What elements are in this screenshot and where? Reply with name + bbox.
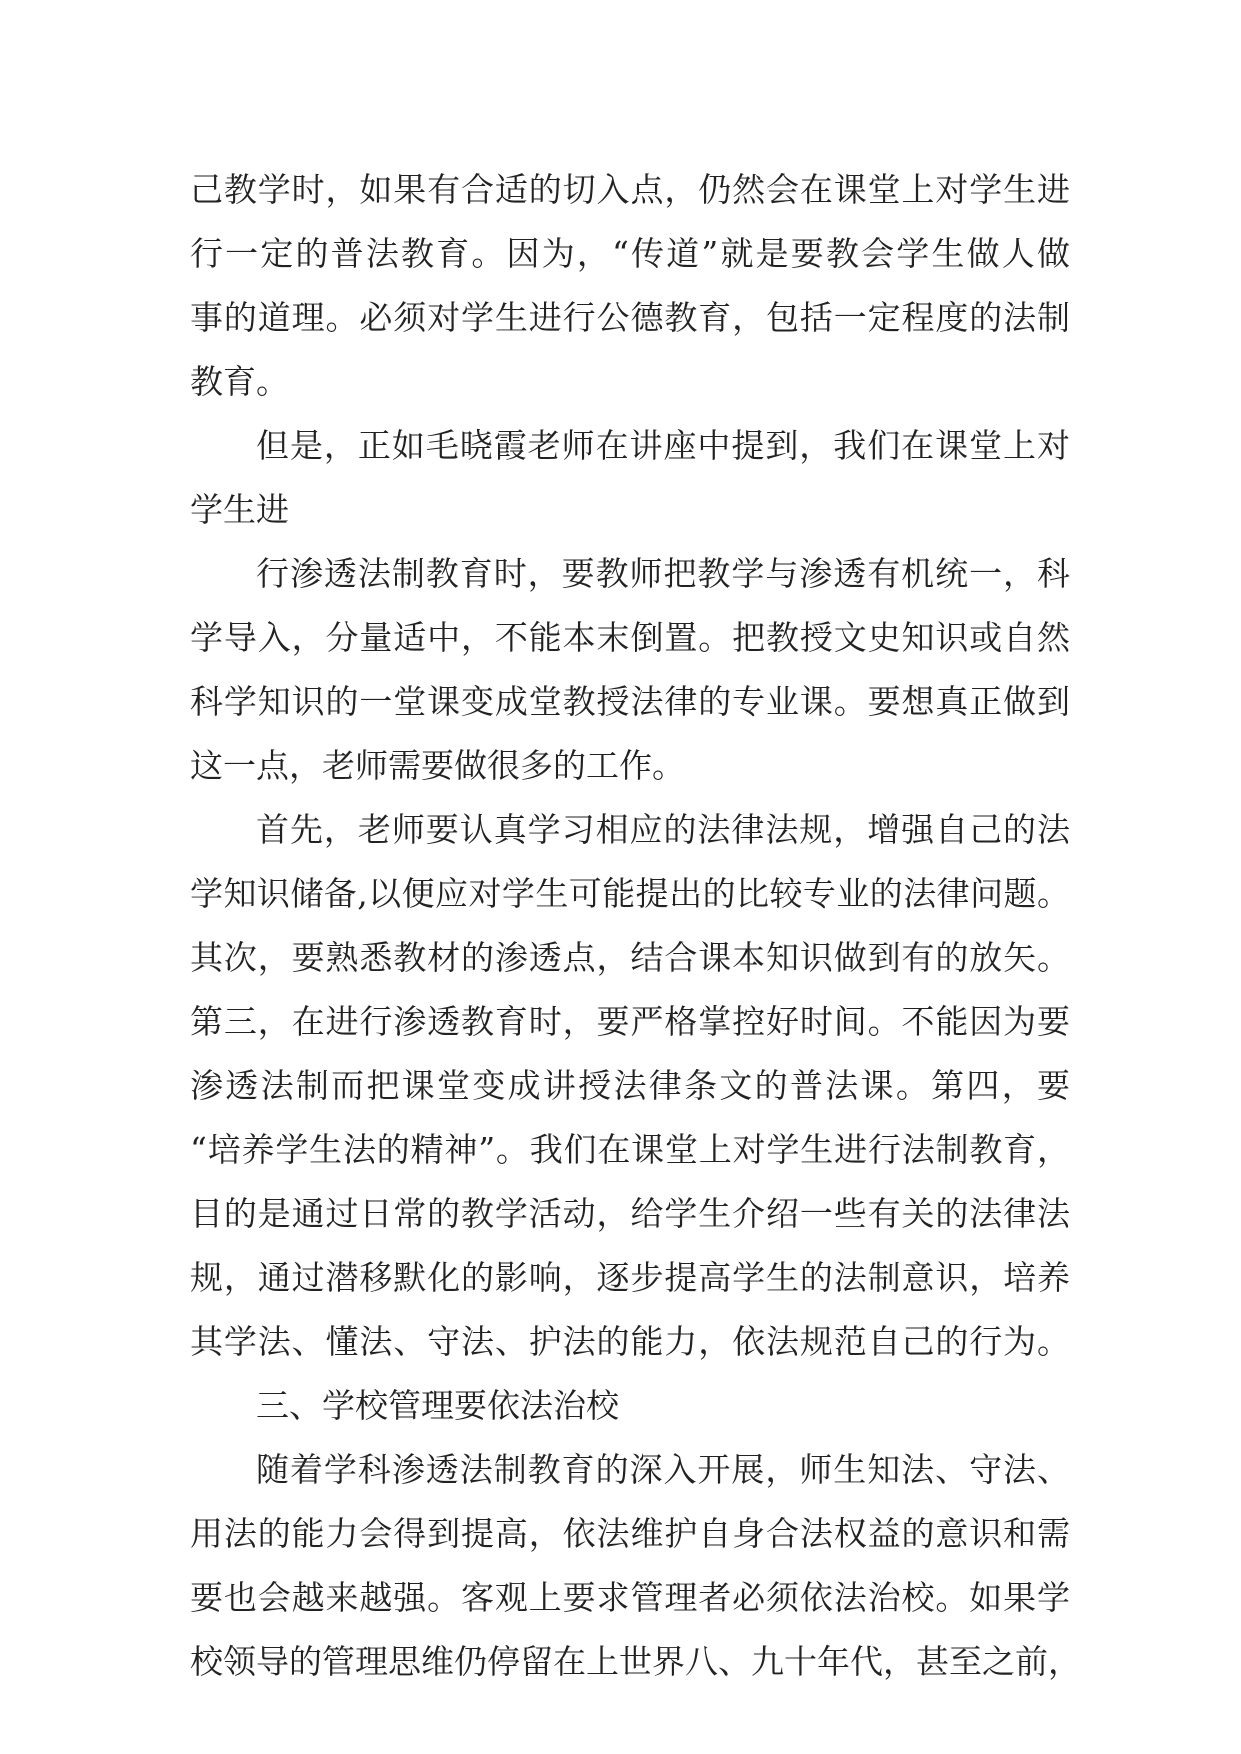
text-line: 己教学时，如果有合适的切入点，仍然会在课堂上对学生进	[190, 170, 1070, 209]
paragraph-start-line: 行渗透法制教育时，要教师把教学与渗透有机统一，科	[256, 554, 1070, 593]
text-line: 行一定的普法教育。因为，“传道”就是要教会学生做人做	[190, 234, 1070, 273]
text-line: 第三，在进行渗透教育时，要严格掌控好时间。不能因为要	[190, 1002, 1070, 1041]
text-line: 用法的能力会得到提高，依法维护自身合法权益的意识和需	[190, 1514, 1070, 1553]
text-line: 其次，要熟悉教材的渗透点，结合课本知识做到有的放矢。	[190, 938, 1070, 977]
text-line: 要也会越来越强。客观上要求管理者必须依法治校。如果学	[190, 1578, 1070, 1617]
text-line: 渗透法制而把课堂变成讲授法律条文的普法课。第四，要	[190, 1066, 1070, 1105]
text-line: 这一点，老师需要做很多的工作。	[190, 746, 685, 785]
text-line: 教育。	[190, 362, 289, 401]
paragraph-start-line: 但是，正如毛晓霞老师在讲座中提到，我们在课堂上对	[256, 426, 1070, 465]
body-text	[190, 158, 1081, 1694]
text-line: 科学知识的一堂课变成堂教授法律的专业课。要想真正做到	[190, 682, 1070, 721]
text-line: 学知识储备,以便应对学生可能提出的比较专业的法律问题。	[190, 874, 1070, 913]
text-line: 事的道理。必须对学生进行公德教育，包括一定程度的法制	[190, 298, 1070, 337]
text-line: “培养学生法的精神”。我们在课堂上对学生进行法制教育，	[190, 1130, 1070, 1169]
text-line: 规，通过潜移默化的影响，逐步提高学生的法制意识，培养	[190, 1258, 1070, 1297]
text-line: 学导入，分量适中，不能本末倒置。把教授文史知识或自然	[190, 618, 1070, 657]
text-line: 校领导的管理思维仍停留在上世界八、九十年代，甚至之前，	[190, 1642, 1081, 1681]
text-line: 学生进	[190, 490, 289, 529]
text-line: 其学法、懂法、守法、护法的能力，依法规范自己的行为。	[190, 1322, 1070, 1361]
section-heading: 三、学校管理要依法治校	[256, 1386, 619, 1425]
text-line: 目的是通过日常的教学活动，给学生介绍一些有关的法律法	[190, 1194, 1070, 1233]
paragraph-start-line: 随着学科渗透法制教育的深入开展，师生知法、守法、	[256, 1450, 1070, 1489]
paragraph-start-line: 首先，老师要认真学习相应的法律法规，增强自己的法	[256, 810, 1070, 849]
